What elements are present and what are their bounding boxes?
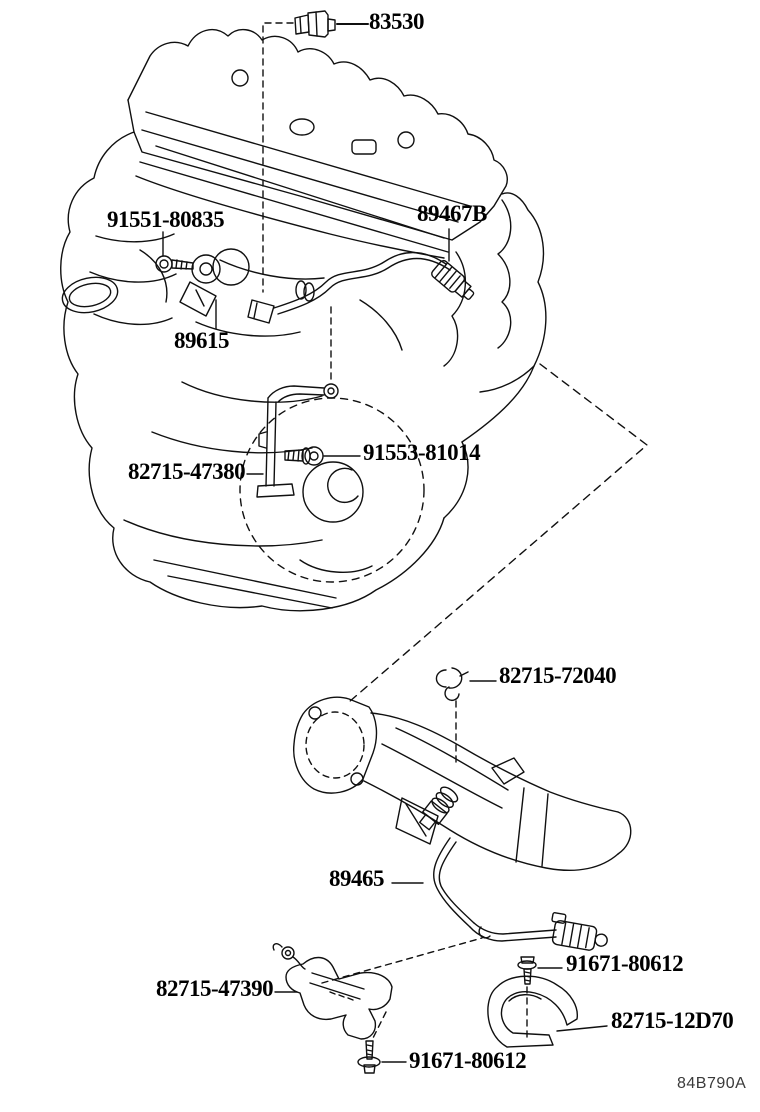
part-label-91671-80612-lower[interactable]: 91671-80612: [409, 1048, 527, 1073]
oxygen-sensor-icon: [417, 784, 611, 953]
dashed-link-bracket-wire: [322, 938, 482, 983]
bolt-icon-91671-80612-upper: [518, 957, 536, 984]
part-label-89465[interactable]: 89465: [329, 866, 384, 891]
knock-sensor-icon: [180, 249, 249, 316]
wiring-clamp-icon-82715-72040: [436, 668, 468, 700]
exhaust-pipe-illustration: [294, 697, 631, 870]
engine-illustration: [59, 30, 546, 611]
bolt-icon-91551-80835: [156, 256, 193, 272]
bolt-icon-91671-80612-lower: [358, 1041, 380, 1073]
part-label-82715-72040[interactable]: 82715-72040: [499, 663, 617, 688]
part-label-82715-47390[interactable]: 82715-47390: [156, 976, 274, 1001]
part-label-91551-80835[interactable]: 91551-80835: [107, 207, 225, 232]
diagram-code: 84B790A: [677, 1075, 747, 1092]
oil-pressure-switch-icon: [295, 11, 335, 37]
part-label-89467B[interactable]: 89467B: [417, 201, 487, 226]
part-label-82715-47380[interactable]: 82715-47380: [128, 459, 246, 484]
part-label-82715-12D70[interactable]: 82715-12D70: [611, 1008, 734, 1033]
dashed-leader-83530: [263, 23, 293, 292]
leader-82715-12D70: [557, 1026, 607, 1031]
part-label-91553-81014[interactable]: 91553-81014: [363, 440, 481, 465]
part-label-83530[interactable]: 83530: [369, 9, 424, 34]
part-label-89615[interactable]: 89615: [174, 328, 229, 353]
bolt-icon-91553-81014: [285, 447, 323, 465]
air-fuel-ratio-sensor-icon: [248, 253, 478, 324]
part-label-91671-80612-upper[interactable]: 91671-80612: [566, 951, 684, 976]
dashed-leader-91671-80612-lower: [372, 1012, 386, 1040]
wiring-clamp-bracket-icon-82715-12D70: [488, 976, 577, 1047]
